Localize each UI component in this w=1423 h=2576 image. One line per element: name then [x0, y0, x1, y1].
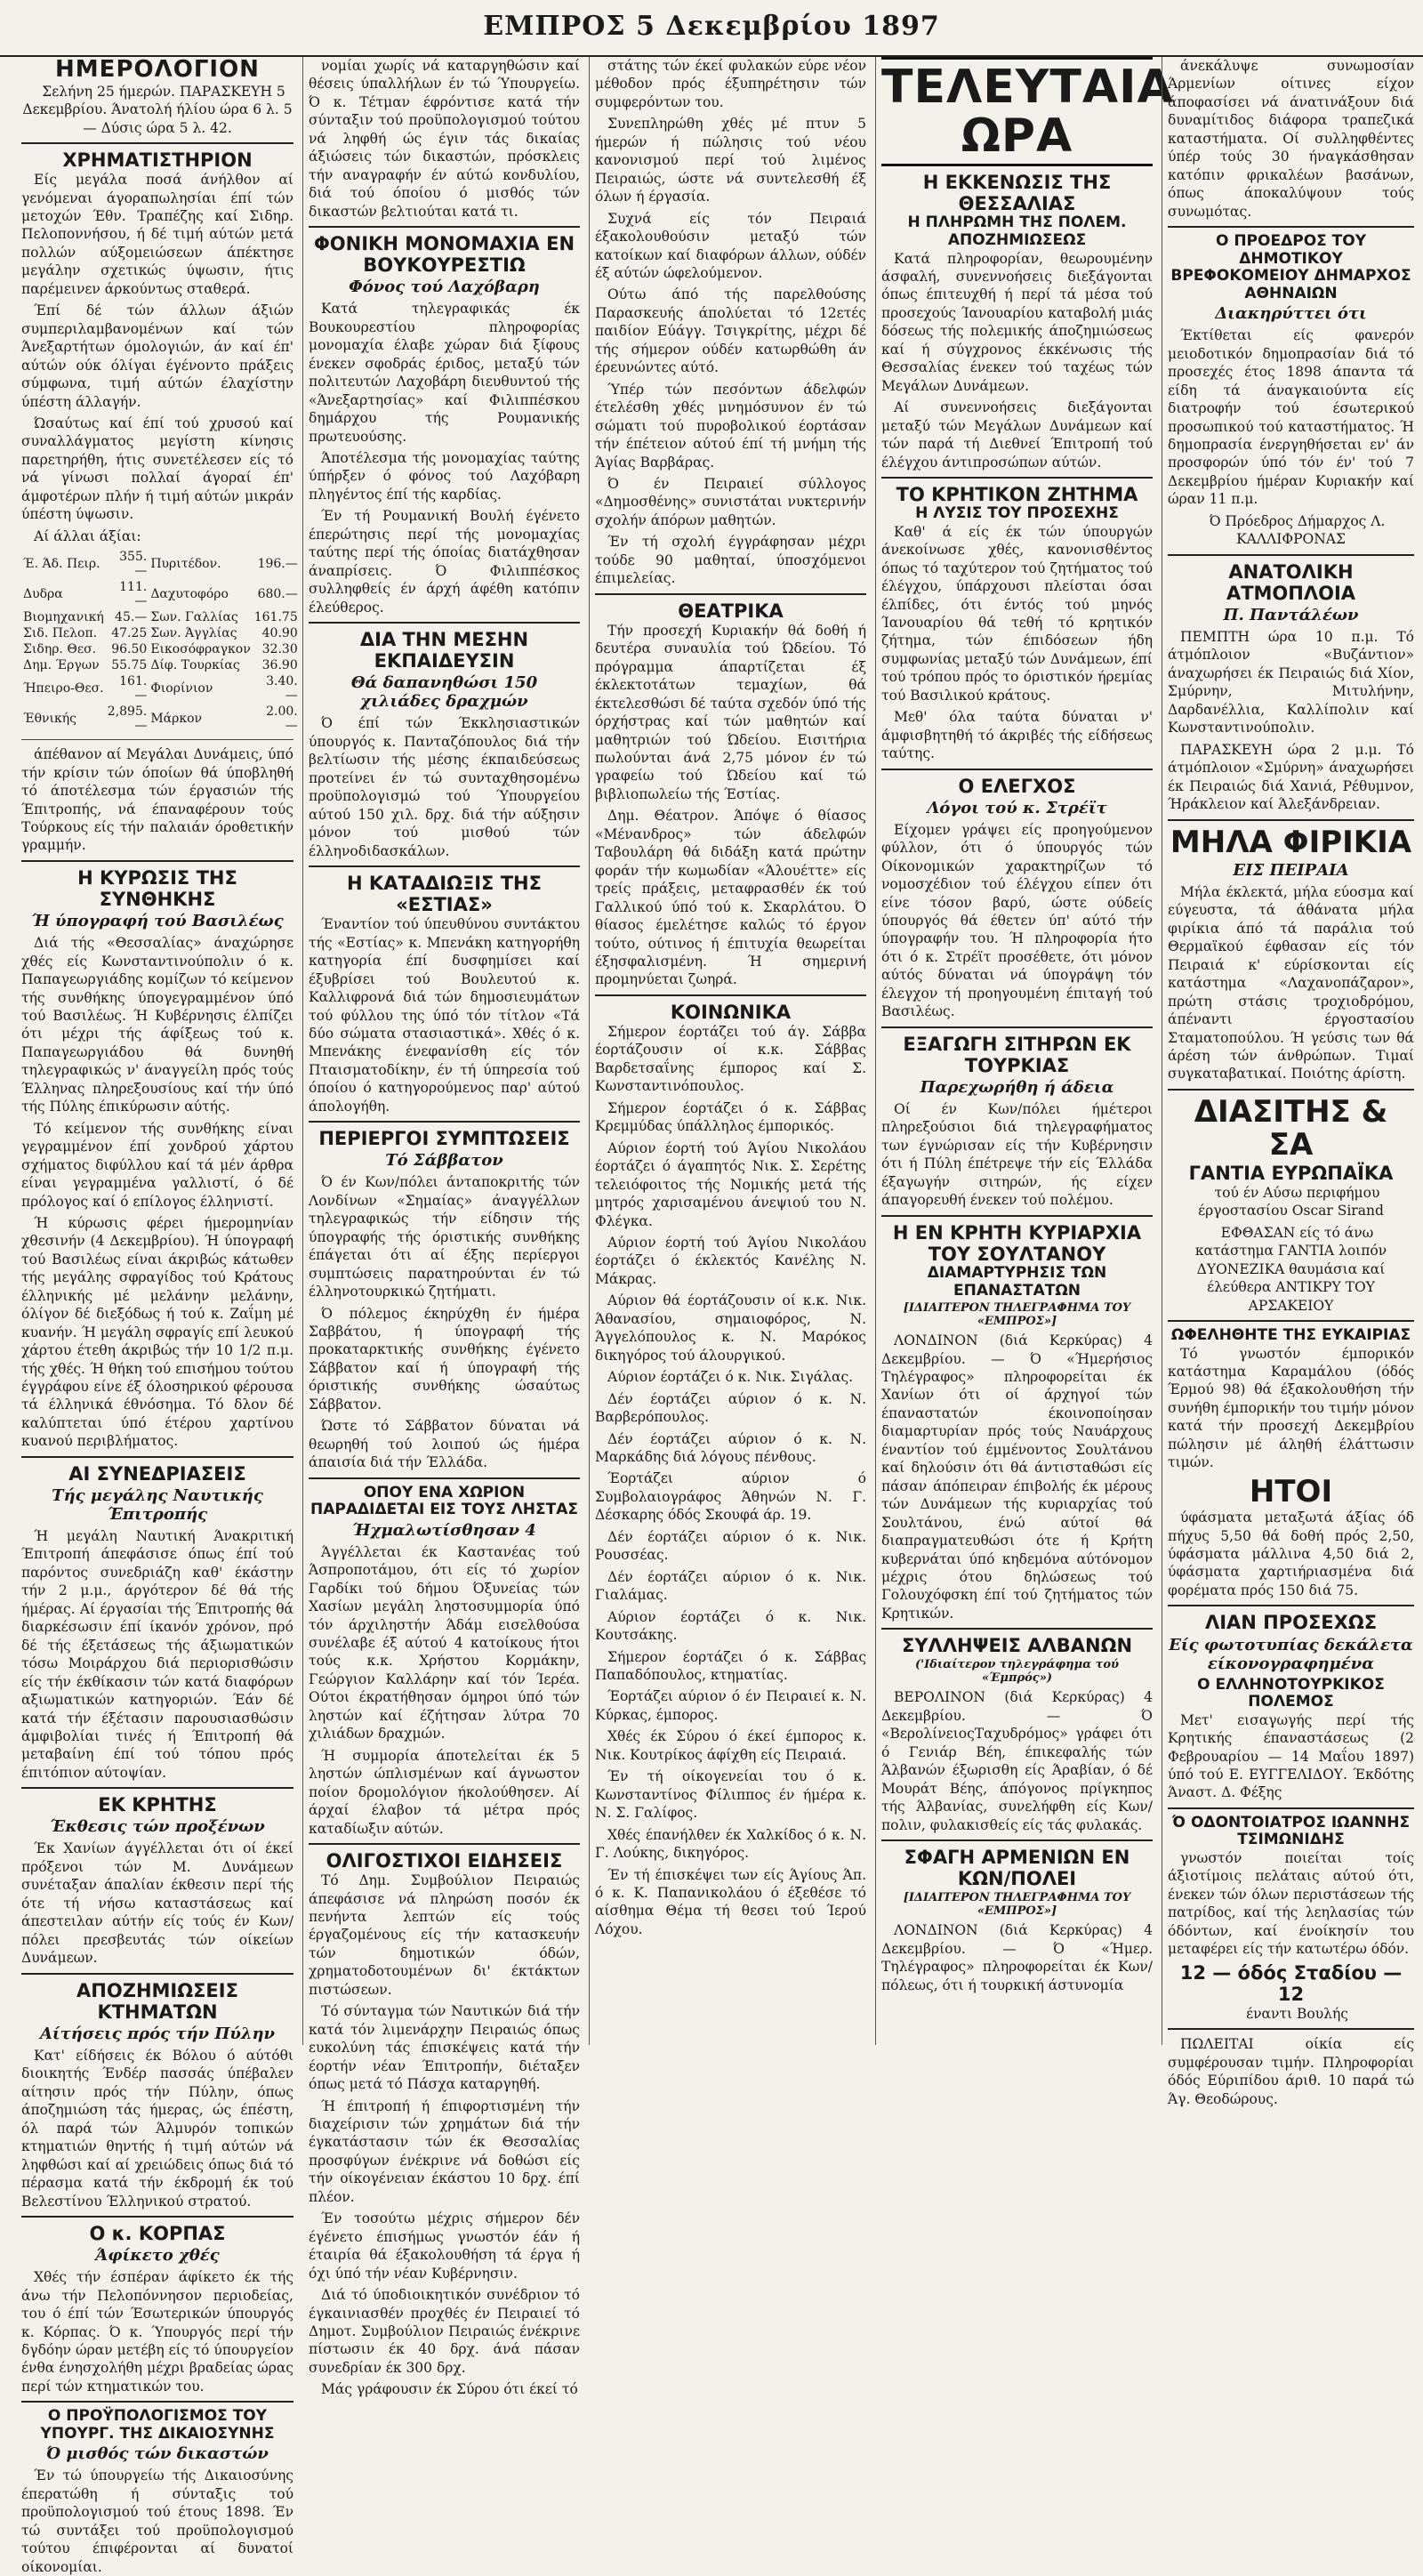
article-paragraph: νομίαι χωρίς νά καταργηθώσιν καί θέσεις ύπαλλήλων έν τώ Ύπουργείω. Ό κ. Τέτμαν έφρόντισε κατά τήν σύνταξιν τού προϋπολογισμού τούτου νά ληφθή ώς έγιν τάς δικαίας άξιώσεις τών δικαστών, πρόσκλεις τήν αναγραφήν έν αύτώ κονδυλίου, διά τού όποίου ό μισθός τών δικαστών βελτιούται κατά τι.: [309, 58, 580, 220]
article-title: ΦΟΝΙΚΗ ΜΟΝΟΜΑΧΙΑ ΕΝ ΒΟΥΚΟΥΡΕΣΤΙΩ: [313, 233, 575, 277]
article-paragraph: Κατά πληροφορίαν, θεωρουμένην άσφαλή, συνεννοήσεις διεξάγονται όπως έπιτευχθή ή περί τά μέσα τού προσεχούς Ίανουαρίου καταβολή μιάς δόσεως τής πολεμικής άποζημιώσεως καί ή σύγχρονος έκκένωσις τής Θεσσαλίας ένεκεν τού ταχέως τών Μεγάλων Δυνάμεων.: [881, 250, 1153, 394]
article-paragraph: Τό Δημ. Συμβούλιον Πειραιώς άπεφάσισε νά πληρώση ποσόν έκ πενήντα λεπτών είς τούς έργαζομένους είς τήν κατασκευήν τών δημοτικών όδών, χρηματοδοτουμένων δι' έκτάκτων πιστώσεων.: [309, 1872, 580, 1998]
ad-title: ΛΙΑΝ ΠΡΟΣΕΧΩΣ: [1204, 1612, 1378, 1634]
rates-row: [21, 625, 300, 641]
ad-title: ΜΗΛΑ ΦΙΡΙΚΙΑ: [1170, 824, 1412, 860]
market-paragraph: Είς μεγάλα ποσά άνήλθον αί γενόμεναι άγοραπωλησίαι έπί τών μετοχών Έθν. Τραπέζης καί Σιδηρ. Πελοποννήσου, ή δέ τιμή αύτών μετά πολλών αύξομειώσεων άπέκτησε μεγάλην σχετικώς ύψωσιν, ήτις παρέμεινεν άρκούντως σταθερά.: [21, 172, 293, 297]
rates-row: [21, 673, 300, 704]
article-paragraph: Έναντίον τού ύπευθύνου συντάκτου τής «Εστίας» κ. Μπενάκη κατηγορήθη κατηγορία έπί δυσφημίσει καί έξυβρίσει τού Βουλευτού κ. Καλλιφρονά διά τών δημοσιευμάτων τού φύλλου της ύπό τόν τίτλον «Τά δύο σώματα στασιαστικά». Χθές ό κ. Μπενάκης ένεφανίσθη είς τόν Πταισματοδίκην, έν τή ύπηρεσία τού όποίου ό κατηγορούμενος παρ' αύτού άπολογήθη.: [309, 916, 580, 1115]
news-item: Ύπέρ τών πεσόντων άδελφών έτελέσθη χθές μνημόσυνον έν τώ σώματι τού πυροβολικού έορτάσαν τήν έπέτειον αύτού έπί τή μνήμη τής Άγίας Βαρβάρας.: [595, 381, 866, 471]
rate-value: 196.—: [257, 557, 298, 572]
article-paragraph: Τό κείμενον τής συνθήκης είναι γεγραμμένον έπί χονδρού χάρτου σχήματος διφύλλου καί τά μέν άρθρα είναι γεγραμμένα γαλλιστί, ό δέ πρόλογος καί ό επίλογος έλληνιστί.: [21, 1120, 293, 1210]
rate-value: 161.—: [119, 674, 148, 704]
ad-subtitle: ΓΑΝΤΙΑ ΕΥΡΩΠΑΪΚΑ: [1188, 1162, 1394, 1184]
rate-label: Εικοσόφραγκον: [150, 642, 251, 657]
social-item: Δέν έορτάζει αύριον ό κ. Νικ. Ρουσσέας.: [595, 1528, 866, 1564]
article-subtitle: Έκθεσις τών προξένων: [50, 1817, 265, 1837]
news-item: Ό έν Πειραιεί σύλλογος «Δημοσθένης» συνιστάται νυκτερινήν σχολήν άπόρων μαθητών.: [595, 475, 866, 528]
rate-label: Βιομηχανική: [23, 610, 104, 625]
ad-subtitle: ΕΙΣ ΠΕΙΡΑΙΑ: [1233, 860, 1349, 880]
article-paragraph: Διά τής «Θεσσαλίας» άναχώρησε χθές είς Κωνσταντινούπολιν ό κ. Παπαγεωργιάδης κομίζων τό κείμενον τής συνθήκης ύπογεγραμμένον ύπό τού Βασιλέως. Ή Κυβέρνησις έλπίζει ότι μέχρι τής άφίξεως τού κ. Παπαγεωργιάδου θά δυνηθή τηλεγραφικώς ν' άναγγείλη πρός τούς Έλληνας πληρεξουσίους καί τήν ύπό τής Πύλης έπικύρωσιν αύτής.: [21, 935, 293, 1115]
rate-value: 355.—: [119, 550, 148, 579]
article-paragraph: Τό σύνταγμα τών Ναυτικών διά τήν κατά τόν λιμενάρχην Πειραιώς όπως ευκολύνη τάς έπισκέψεις κατά τήν έορτήν νέαν Έπιτροπήν, διέταξεν όπως μετά τό Πάσχα καταργηθή.: [309, 2003, 580, 2093]
article-title: Η ΕΝ ΚΡΗΤΗ ΚΥΡΙΑΡΧΙΑ ΤΟΥ ΣΟΥΛΤΑΝΟΥ: [892, 1221, 1142, 1265]
ad-paragraph: Μήλα έκλεκτά, μήλα εύοσμα καί εύγευστα, τά άθάνατα μήλα φιρίκια άπό τά παράλια τού Θερμαϊκού έφθασαν είς τόν Πειραιά κ' εύρίσκονται είς κατάστημα «Λαχανοπάζαρον», πρώτη στάσις τροχιοδρόμου, άπέναντι έργοστασίου Σταματοπούλου. Ή γεύσις των θά άρέση τών άνθρώπων. Τιμαί συγκαταβατικαί. Ποιότης άρίστη.: [1168, 883, 1414, 1083]
article-paragraph: Έν τώ ύπουργείω τής Δικαιοσύνης έπερατώθη ή σύνταξις τού προϋπολογισμού τού έτους 1898. Έν τώ συντάξει τού προϋπολογισμού τούτου έπιφέρονται αί δυνατοί οίκονομίαι.: [21, 2467, 293, 2575]
social-item: Δέν έορτάζει αύριον ό κ. Ν. Μαρκάδης διά λόγους πένθους.: [595, 1430, 866, 1465]
social-item: Έν τή οίκογενείαι του ό κ. Κωνσταντίνος Φίλιππος έν ήμέρα κ. Ν. Σ. Γαλίφος.: [595, 1768, 866, 1822]
article-subtitle: Παρεχωρήθη ή άδεια: [920, 1077, 1114, 1097]
article-subtitle: Άφίκετο χθές: [95, 2246, 220, 2266]
rate-label: Δυδρα: [23, 587, 63, 602]
article-title: ΟΛΙΓΟΣΤΙΧΟΙ ΕΙΔΗΣΕΙΣ: [326, 1849, 563, 1872]
telegram-tag: ('Ιδιαίτερον τηλεγράφημα τού «Έμπρός»): [914, 1658, 1120, 1686]
social-item: Χθές έπανήλθεν έκ Χαλκίδος ό κ. Ν. Γ. Λούκης, δικηγόρος.: [595, 1826, 866, 1862]
article-subtitle: Λόγοι τού κ. Στρέϊτ: [927, 798, 1107, 817]
rates-head: Αί άλλαι άξίαι:: [34, 527, 141, 544]
article-paragraph: Ό πόλεμος έκηρύχθη έν ήμέρα Σαββάτου, ή ύπογραφή τής προκαταρκτικής συνθήκης έγένετο Σάββατον καί ή ύπογραφή τής όριστικής συνθήκης ώσαύτως Σάββατον.: [309, 1305, 580, 1413]
rate-value: 96.50: [111, 642, 148, 657]
ad-title: Ο ΠΡΟΕΔΡΟΣ ΤΟΥ ΔΗΜΟΤΙΚΟΥ ΒΡΕΦΟΚΟΜΕΙΟΥ ΔΗΜΑΡΧΟΣ ΑΘΗΝΑΙΩΝ: [1170, 232, 1411, 302]
article-paragraph: Κατά τηλεγραφικάς έκ Βουκουρεστίου πληροφορίας μονομαχία έλαβε χώραν διά ξίφους ένεκεν σφοδράς έριδος, μεταξύ τών πολιτευτών Λαχοβάρη διευθυντού τής «Άνεξαρτησίας» καί Φιλιππέσκου δημάρχου τής Ρουμανικής πρωτευούσης.: [309, 301, 580, 445]
article-paragraph: στάτης τών έκεί φυλακών εύρε νέον μέθοδον πρός έξυπηρέτησιν τών συμφερόντων του.: [595, 58, 866, 110]
social-item: Έορτάζει αύριον ό έν Πειραιεί κ. Ν. Κύρκας, έμπορος.: [595, 1688, 866, 1723]
article-subtitle: Ήχμαλωτίσθησαν 4: [352, 1520, 536, 1540]
rates-row: [21, 641, 300, 657]
rate-label: Σιδ. Πελοπ.: [23, 626, 98, 641]
article-paragraph: Οί έν Κων/πόλει ήμέτεροι πληρεξούσιοι διά τηλεγραφήματος των έγνώρισαν είς τήν Κυβέρνησιν ότι ή Πύλη έπέτρεψε τήν είς Έλλάδα έξαγωγήν σιτηρών, ής είχεν άπαγορευθή ένεκεν τού πολέμου.: [881, 1100, 1153, 1209]
rate-label: Δημ. Έργων: [23, 658, 100, 673]
article-title: Ο ΕΛΕΓΧΟΣ: [958, 775, 1076, 797]
rates-row: [21, 579, 300, 609]
ad-paragraph: γνωστόν ποιείται τοίς άξιοτίμοις πελάταις αύτού ότι, ένεκεν τών όλων περιστάσεων τής πατρίδος, καί τής λεηλασίας τών όδόντων, καί ένοίκησίν του μεταφέρει είς τήν κατωτέρω όδόν.: [1168, 1849, 1414, 1958]
ad-paragraph: Έκτίθεται είς φανερόν μειοδοτικόν δημοπρασίαν διά τό προσεχές έτος 1898 άπαντα τά είδη τά άναγκαιούντα είς διατροφήν τού έσωτερικού προσωπικού τού καταστήματος. Ή δημοπρασία ένεργηθήσεται εν' άν προσφορών ύπό τόν έν' τού 7 Δεκεμβρίου ήμέραν Κυριακήν καί ώραν 11 π.μ.: [1168, 327, 1414, 508]
article-paragraph: Κατ' είδήσεις έκ Βόλου ό αύτόθι διοικητής Ένδέρ πασσάς ύπέβαλεν αίτησιν πρός τήν Πύλην, όπως άποζημιώση τάς ήμερας, ώς έπέστη, όλ παρά τών Άλμυρόν τοπικών κτηματιών θηντής ή τιμή αύτών νά ληφθώσι καί αί χρειώδεις όπως διά τό πέρασμα κατά τήν έκδρομή έκ τού Βελεστίνου Έλληνικού στρατού.: [21, 2047, 293, 2210]
article-paragraph: Άγγέλλεται έκ Καστανέας τού Άσπροποτάμου, ότι είς τό χωρίον Γαρδίκι τού δήμου Όξυνείας τών Χασίων μεγάλη ληστοσυμμορία ύπό τόν άρχιληστήν Άδάμ εισελθούσα συνέλαβε έξ αύτού 4 κατοίκους ήτοι τούς κ.κ. Χρήστου Κορμάκην, Γεώργιον Καλλάρην καί τόν Ίερέα. Ούτοι έκρατήθησαν όμηροι ύπό τών ληστών καί έζήτησαν λύτρα 70 χιλιάδων δραχμών.: [309, 1543, 580, 1743]
ad-title: ΑΝΑΤΟΛΙΚΗ ΑΤΜΟΠΛΟΙΑ: [1226, 560, 1356, 604]
article-paragraph: Αί συνεννοήσεις διεξάγονται μεταξύ τών Μεγάλων Δυνάμεων καί τών παρά τή Διεθνεί Έπιτροπή τού έλέγχου άντιπροσώπων αύτών.: [881, 399, 1153, 471]
ad-paragraph: τού έν Αύσω περιφήμου έργοστασίου Oscar Sirand: [1198, 1184, 1384, 1220]
article-paragraph: Ό έν Κων/πόλει άνταποκριτής τών Λονδίνων «Σημαίας» άναγγέλλων τηλεγραφικώς τήν είδησιν τής ύπογραφής τής όριστικής συνθήκης έπάγεται ότι αί έξης περίεργοι συμπτώσεις παρατηρούνται έν τώ έλληνοτουρκικώ ζητήματι.: [309, 1174, 580, 1300]
article-title: ΠΕΡΙΕΡΓΟΙ ΣΥΜΠΤΩΣΕΙΣ: [318, 1128, 570, 1150]
rate-label: Έθνικής: [23, 712, 77, 727]
ad-paragraph: Μετ' εισαγωγής περί τής Κρητικής έπαναστάσεως (2 Φεβρουαρίου — 14 Μαΐου 1897) ύπό τού Ε. ΕΥΓΓΕΛΙΔΟΥ. Έκδότης Άναστ. Δ. Φέξης: [1168, 1711, 1414, 1801]
article-title: Ο κ. ΚΟΡΠΑΣ: [89, 2223, 226, 2244]
social-item: Δέν έορτάζει αύριον ό κ. Ν. Βαρβερόπουλος.: [595, 1390, 866, 1426]
article-subtitle: Η ΠΛΗΡΩΜΗ ΤΗΣ ΠΟΛΕΜ. ΑΠΟΖΗΜΙΩΣΕΩΣ: [907, 213, 1127, 250]
article-paragraph: Είχομεν γράψει είς προηγούμενον φύλλον, ότι ό ύπουργός τών Οίκονομικών χαρακτηρίζων τό νομοσχέδιον τού έλέγχου είπεν ότι είνε τόσον βαρύ, ώστε ούδείς ύπουργός θά έθετεν ύπ' αύτό τήν ύπογραφήν του. Ή πληροφορία ήτο ότι ό κ. Στρέϊτ προσέθετε, ότι μόνον αύτός δύναται νά ύπογράψη τόν έλεγχον τή προηγουμένη έπιταγή τού Βασιλέως.: [881, 821, 1153, 1020]
article-title: Η ΚΑΤΑΔΙΩΞΙΣ ΤΗΣ «ΕΣΤΙΑΣ»: [347, 872, 542, 916]
social-item: Έν τή έπισκέψει των είς Άγίους Άπ. ό κ. Κ. Παπανικολάου ό έξεθέσε τό αίσθημα Θέμα τή θεσει τού Ίερού Λόχου.: [595, 1866, 866, 1937]
rate-value: 161.75: [253, 610, 298, 625]
article-paragraph: Διά τό ύποδιοικητικόν συνέδριον τό έγκαινιασθέν προχθές έν Πειραιεί τό Δημοτ. Συμβούλιον Πειραιώς ένέκρινε πίστωσιν έκ 40 δρχ. άνά πάσαν συνεδρίαν έκ 300 δρχ.: [309, 2287, 580, 2376]
ad-title: ΔΙΑΣΙΤΗΣ & ΣΑ: [1194, 1093, 1388, 1163]
ad-title: Ό ΟΔΟΝΤΟΙΑΤΡΟΣ ΙΩΑΝΝΗΣ ΤΣΙΜΩΝΙΔΗΣ: [1171, 1813, 1411, 1849]
article-title: ΘΕΑΤΡΙΚΑ: [678, 600, 784, 622]
ad-paragraph: Τό γνωστόν έμπορικόν κατάστημα Καραμάλου (όδός Έρμού 98) θά έξακολουθήση τήν συνήθη έμπορικήν του τιμήν μόνον κατά τήν προσεχή Δεκεμβρίου πώλησιν μέ άληθή έλάττωσιν τιμών.: [1168, 1345, 1414, 1471]
social-item: Αύριον έορτάζει ό κ. Νικ. Κουτσάκης.: [595, 1608, 866, 1644]
article-paragraph: Έν τή Ρουμανική Βουλή έγένετο έπερώτησις περί τής μονομαχίας ταύτης περί τής όποίας διατάχθησαν άναπρίσεις. Ό Φιλιππέσκος συλληφθείς έν άρχή άφέθη κατόπιν έλεύθερος.: [309, 508, 580, 616]
ad-subtitle: Διακηρύττει ότι: [1215, 304, 1367, 324]
ad-paragraph: ΠΕΜΠΤΗ ώρα 10 π.μ. Τό άτμόπλοιον «Βυζάντιον» άναχωρήσει έκ Πειραιώς διά Χίον, Σμύρνην, Μιτυλήνην, Δαρδανέλλια, Καλλίπολιν καί Κωνσταντινούπολιν.: [1168, 628, 1414, 737]
social-item: Έορτάζει αύριον ό Συμβολαιογράφος Άθηνών Ν. Γ. Δέσκαρης όδός Σκουφά άρ. 19.: [595, 1470, 866, 1524]
article-subtitle: Αίτήσεις πρός τήν Πύλην: [39, 2024, 276, 2043]
ad-subtitle: Π. Παντάλέων: [1223, 605, 1359, 624]
social-item: Αύριον θά έορτάζουσιν οί κ.κ. Νικ. Άθανασίου, σημαιοφόρος, Ν. Άγγελόπουλος κ. Ν. Μαρόκος δικηγόρος τού άλουργικού.: [595, 1292, 866, 1364]
article-paragraph: Άποτέλεσμα τής μονομαχίας ταύτης ύπήρξεν ό φόνος τού Λαχόβαρη πληγέντος έπί τής καρδίας.: [309, 449, 580, 503]
rates-table: [21, 549, 300, 734]
social-item: Χθές έκ Σύρου ό έκεί έμπορος κ. Νικ. Κουτρίκος άφίχθη είς Πειραιά.: [595, 1728, 866, 1763]
rate-label: Δίφ. Τουρκίας: [150, 658, 240, 673]
rate-value: 55.75: [111, 658, 148, 673]
market-paragraph: Έπί δέ τών άλλων άξιών συμπεριλαμβανομένων καί τών Άνεξαρτήτων όμολογιών, άν καί έπ' αύτών ούκ όλίγαι έγένοντο πράξεις σύμφωνα, τιμή αύτών έλαχίστην ύπέστη άλλαγήν.: [21, 302, 293, 410]
rates-row: [21, 549, 300, 579]
article-subtitle: Η ΛΥΣΙΣ ΤΟΥ ΠΡΟΣΕΧΗΣ: [915, 504, 1119, 523]
telegram-tag: [ΙΔΙΑΙΤΕΡΟΝ ΤΗΛΕΓΡΑΦΗΜΑ ΤΟΥ «ΕΜΠΡΟΣ»]: [903, 1891, 1131, 1919]
social-item: Δέν έορτάζει αύριον ό κ. Νικ. Γιαλάμας.: [595, 1568, 866, 1604]
news-item: Έν τή σχολή έγγράφησαν μέχρι τούδε 90 μαθηταί, ύποσχόμενοι έπιμελείας.: [595, 534, 866, 587]
calendar-title: ΗΜΕΡΟΛΟΓΙΟΝ: [55, 56, 260, 83]
article-subtitle: Τό Σάββατον: [385, 1151, 503, 1171]
article-paragraph: Έκ Χανίων άγγέλλεται ότι οί έκεί πρόξενοι τών Μ. Δυνάμεων συνέταξαν άπαλίαν έκθεσιν περί τής ότε τή νήσω καταστάσεως καί άπεστειλαν αύτήν είς τούς έν Κων/πόλει πρεσβευτάς τών οίκείων Δυνάμεων.: [21, 1840, 293, 1967]
news-item: Ούτω άπό τής παρελθούσης Παρασκευής άπολύεται τό 12ετές παιδίον Εύάγγ. Τσιγκρίτης, μέχρι δέ τής σήμερον ούδέν κατωρθώθη άν έρευνώντες αύτό.: [595, 286, 866, 376]
market-paragraph: Ώσαύτως καί έπί τού χρυσού καί συναλλάγματος μεγίστη κίνησις παρετηρήθη, ήτις συνετέλεσεν είς τό νά γίνωσι πολλαί άγοραί έπ' άμφοτέρων πλήν ή τιμή αύτών μικράν ύπέστη ύψωσιν.: [21, 415, 293, 523]
rate-value: 32.30: [261, 642, 298, 657]
article-subtitle: Τής μεγάλης Ναυτικής Έπιτροπής: [52, 1485, 263, 1524]
rate-value: 47.25: [111, 626, 148, 641]
article-paragraph: Τήν προσεχή Κυριακήν θά δοθή ή δευτέρα συναυλία τού Ώδείου. Τό πρόγραμμα άπαρτίζεται έξ έκλεκτοτάτων τεμαχίων, θά έκτελεσθώσι δέ ταύτα σχεδόν ύπό τής όρχήστρας καί τών μαθητών καί μαθητριών τού Ώδείου. Εισιτήρια πωλούνται άνά 2,75 μόνον έν τώ γραφείω τού Ώδείου καί τώ βιβλιοπωλείω τής Έστίας.: [595, 622, 866, 802]
masthead: [0, 0, 1423, 57]
news-item: Συνεπληρώθη χθές μέ πτυν 5 ήμερών ή πώλησις τού νέου κανονισμού περί τού λιμένος Πειραιώς, ώστε νά συντελεσθή έξ όλων ή έργασία.: [595, 116, 866, 205]
article-paragraph: Δημ. Θέατρον. Άπόψε ό θίασος «Μένανδρος» τών άδελφών Ταβουλάρη θά διδάξη κατά πρώτην φοράν τήν κωμωδίαν «Άλουέττε» είς τρείς πράξεις, μεταφρασθέν έκ τού Γαλλικού ύπό τού κ. Σκαρλάτου. Ό θίασος έμελέτησε καλώς τό έργον τούτο, ούτινος ή έπιτυχία θεωρείται έξησφαλισμένη. Ή σημερινή προμηνύεται ζωηρά.: [595, 808, 866, 988]
ad-signature: Ό Πρόεδρος Δήμαρχος Λ. ΚΑΛΛΙΦΡΟΝΑΣ: [1209, 512, 1386, 548]
news-item: Συχνά είς τόν Πειραιά έξακολουθούσιν μεταξύ τών κατοίκων καί διαφόρων άλλων, ούδέν έξ αύτών ώφελούμενον.: [595, 210, 866, 281]
ad-address: 12 — όδός Σταδίου — 12: [1179, 1961, 1403, 2005]
article-paragraph: Ώστε τό Σάββατον δύναται νά θεωρηθή τού λοιπού ώς ήμέρα άπαισία διά τήν Έλλάδα.: [309, 1418, 580, 1471]
ad-paragraph: ΠΑΡΑΣΚΕΥΗ ώρα 2 μ.μ. Τό άτμόπλοιον «Σμύρνη» άναχωρήσει έκ Πειραιώς διά Χανιά, Ρέθυμνον, Ήράκλειον καί Άλεξάνδρειαν.: [1168, 741, 1414, 813]
rate-value: 3.40.—: [266, 674, 298, 704]
rate-value: 45.—: [115, 610, 148, 625]
social-item: Αύριον έορτάζει ό κ. Νικ. Σιγάλας.: [607, 1369, 854, 1386]
article-title: ΣΥΛΛΗΨΕΙΣ ΑΛΒΑΝΩΝ: [901, 1635, 1133, 1657]
ad-title: ΗΤΟΙ: [1249, 1473, 1333, 1509]
article-paragraph: Μεθ' όλα ταύτα δύναται ν' άμφισβητηθή τό άκριβές τής είδήσεως ταύτης.: [881, 709, 1153, 762]
rate-label: Σων. Γαλλίας: [150, 610, 238, 625]
article-subtitle: Θά δαπανηθώσι 150 χιλιάδες δραχμών: [350, 673, 538, 712]
rate-value: 111.—: [119, 580, 148, 609]
ad-paragraph: ύφάσματα μεταξωτά άξίας όδ πήχυς 5,50 θά δοθή πρός 2,50, ύφάσματα μάλλινα 4,50 διά 2, ύφάσματα χαρτιήριασμένα διά φορέματα πρός 150 διά 75.: [1168, 1509, 1414, 1598]
rates-row: [21, 609, 300, 625]
rate-label: Πυριτέδον.: [150, 557, 221, 572]
article-paragraph: ΛΟΝΔΙΝΟΝ (διά Κερκύρας) 4 Δεκεμβρίου. — Ό «Ήμερήσιος Τηλέγραφος» πληροφορείται έκ Χανίων ότι οί άρχηγοί τών έπαναστατών έκοινοποίησαν διαμαρτυρίαν πρός τούς Ναυάρχους έναντίον τού έμμένοντος Σουλτάνου καί δηλούσιν ότι θά άντισταθώσι είς πάσαν άπόπειραν έπιβολής έκ μέρους τών Δυνάμεων τής κυριαρχίας τού Σουλτάνου, ένώ αύτοί θά διαπραγματευθώσι ότε ή Κρήτη κυβερνάται ύπό κηδεμόνα αύτόνομον μέχρις ότου δηλώσεως τού Γολουχόφσκη έπί τού ζητήματος τών Κρητικών.: [881, 1332, 1153, 1622]
article-paragraph: Ό έπί τών Έκκλησιαστικών ύπουργός κ. Πανταζόπουλος διά τήν βελτίωσιν τής μέσης έκπαιδεύσεως προτείνει έν τώ συνταχθησομένω προϋπολογισμώ τού Ύπουργείου αύτού 150 χιλ. δρχ. διά τήν αύξησιν μόνον τού μισθού τών έλληνοδιδασκάλων.: [309, 715, 580, 859]
column-5: [1162, 57, 1419, 2107]
article-title: ΑΠΟΖΗΜΙΩΣΕΙΣ ΚΤΗΜΑΤΩΝ: [76, 1979, 238, 2023]
rate-label: Σων. Άγγλίας: [150, 626, 237, 641]
article-title: ΣΦΑΓΗ ΑΡΜΕΝΙΩΝ ΕΝ ΚΩΝ/ΠΟΛΕΙ: [904, 1847, 1130, 1890]
social-item: Αύριον έορτή τού Άγίου Νικολάου έορτάζει ό έκλεκτός Κανέλης Ν. Μάκρας.: [595, 1235, 866, 1287]
rate-value: 2,895.—: [107, 704, 148, 734]
market-title: ΧΡΗΜΑΤΙΣΤΗΡΙΟΝ: [62, 149, 253, 171]
article-title: ΟΠΟΥ ΕΝΑ ΧΩΡΙΟΝ ΠΑΡΑΔΙΔΕΤΑΙ ΕΙΣ ΤΟΥΣ ΛΗΣΤΑΣ: [310, 1483, 578, 1519]
ad-subtitle: Είς φωτοτυπίας δεκάλετα είκονογραφημένα: [1169, 1635, 1413, 1673]
ad-paragraph: ΠΩΛΕΙΤΑΙ οίκία είς συμφέρουσαν τιμήν. Πληροφορίαι όδός Εύριπίδου άριθ. 10 παρά τώ Άγ. Θεοδώρους.: [1168, 2036, 1414, 2107]
rate-value: 680.—: [257, 587, 298, 602]
article-paragraph: άνεκάλυψε συνωμοσίαν Άρμενίων οίτινες είχον άποφασίσει νά άνατινάξουν διά δυναμίτιδος διάφορα τραπεζικά καταστήματα. Οί συλληφθέντες ύπέρ τούς 30 ήναγκάσθησαν κατόπιν φρικαλέων βασάνων, όπως άποκαλύψουν τούς συνωμότας.: [1168, 58, 1414, 220]
column-4: [875, 57, 1174, 2045]
rate-label: Μάρκον: [150, 712, 203, 727]
rate-label: Δαχυτοφόρο: [150, 587, 229, 602]
ad-title: ΩΦΕΛΗΘΗΤΕ ΤΗΣ ΕΥΚΑΙΡΙΑΣ: [1170, 1325, 1411, 1344]
rate-value: 36.90: [261, 658, 298, 673]
column-2: [302, 57, 585, 2398]
article-paragraph: Ή έπιτροπή ή έπιφορτισμένη τήν διαχείρισιν τών χρημάτων διά τήν έγκατάστασιν τών έκ Θεσσαλίας προσφύγων ένέκρινε νά δοθώσι είς τήν οίκογένειαν έκάστου 10 δρχ. έπί πλέον.: [309, 2097, 580, 2205]
social-item: Σήμερον έορτάζει τού άγ. Σάββα έορτάζουσιν οί κ.κ. Σάββας Βαρδετσαΐνης έμπορος καί Σ. Κωνσταντινόπουλος.: [595, 1024, 866, 1095]
article-paragraph: Ή συμμορία άποτελείται έκ 5 ληστών ώπλισμένων καί άγνωστον ποίον δρομολόγιον ήκολούθησεν. Αί άρχαί έλαβον τά μέτρα πρός καταδίωξιν αύτών.: [309, 1747, 580, 1837]
column-1: [16, 56, 299, 2575]
rate-value: 40.90: [261, 626, 298, 641]
article-paragraph: ΒΕΡΟΛΙΝΟΝ (διά Κερκύρας) 4 Δεκεμβρίου. — Ό «ΒερολίνειοςΤαχυδρόμος» γράφει ότι ό Γενιάρ Βέη, έπικεφαλής τών Άλβανών έξωρισθη είς Άραβίαν, ό δέ Μουράτ Βέης, άπόγονος πρίγκηπος τής Άλβανίας, συνελήφθη είς Κων/πολιν, φυλακισθείς είς τάς φυλακάς.: [881, 1689, 1153, 1833]
social-item: Σήμερον έορτάζει ό κ. Σάββας Κρεμμύδας ύπάλληλος έμπορικός.: [595, 1099, 866, 1135]
article-subtitle: Ή ύπογραφή τού Βασιλέως: [31, 912, 284, 931]
rate-label: Ήπειρο-Θεσ.: [23, 681, 104, 696]
article-paragraph: Χθές τήν έσπέραν άφίκετο έκ τής άνω τήν Πελοπόννησον περιοδείας, του ό έπί τών Έσωτερικών ύπουργός κ. Κόρπας. Ό κ. Ύπουργός περί τήν δγδόην ώραν μετέβη είς τό ύπουργείον ένθα ένησχολήθη μέχρι βραδείας ώρας περί τών κτηματικών του.: [21, 2269, 293, 2395]
rate-value: 2.00.—: [266, 704, 298, 734]
column-3: [589, 57, 872, 2045]
last-hour-headline: ΤΕΛΕΥΤΑΙΑ ΩΡΑ: [881, 57, 1153, 166]
article-title: Ο ΠΡΟΫΠΟΛΟΓΙΣΜΟΣ ΤΟΥ ΥΠΟΥΡΓ. ΤΗΣ ΔΙΚΑΙΟΣΥΝΗΣ: [40, 2407, 275, 2443]
telegram-tag: [ΙΔΙΑΙΤΕΡΟΝ ΤΗΛΕΓΡΑΦΗΜΑ ΤΟΥ «ΕΜΠΡΟΣ»]: [903, 1301, 1131, 1329]
article-title: ΔΙΑ ΤΗΝ ΜΕΣΗΝ ΕΚΠΑΙΔΕΥΣΙΝ: [359, 629, 529, 672]
article-title: ΤΟ ΚΡΗΤΙΚΟΝ ΖΗΤΗΜΑ: [896, 484, 1138, 505]
article-title: Η ΚΥΡΩΣΙΣ ΤΗΣ ΣΥΝΘΗΚΗΣ: [77, 866, 237, 911]
rates-row: [21, 704, 300, 734]
social-item: Σήμερον έορτάζει ό κ. Σάββας Παπαδόπουλος, κτηματίας.: [595, 1648, 866, 1683]
article-subtitle: Φόνος τού Λαχόβαρη: [349, 278, 540, 297]
article-title: ΚΟΙΝΩΝΙΚΑ: [670, 1001, 792, 1023]
article-paragraph: Μάς γράφουσιν έκ Σύρου ότι έκεί τό: [321, 2381, 578, 2398]
ad-headline: Ο ΕΛΛΗΝΟΤΟΥΡΚΙΚΟΣ ΠΟΛΕΜΟΣ: [1197, 1675, 1385, 1711]
article-paragraph: ΛΟΝΔΙΝΟΝ (διά Κερκύρας) 4 Δεκεμβρίου. — Ό «Ήμερ. Τηλέγραφος» πληροφορείται έκ Κων/πόλεως, ότι ή τουρκική άστυνομία: [881, 1922, 1153, 1993]
article-title: Η ΕΚΚΕΝΩΣΙΣ ΤΗΣ ΘΕΣΣΑΛΙΑΣ: [922, 172, 1112, 215]
rate-label: Φιορίνιον: [150, 681, 213, 696]
ad-paragraph: ΕΦΘΑΣΑΝ είς τό άνω κατάστημα ΓΑΝΤΙΑ λοιπόν ΔΥΟΝΕΖΙΚΑ θαυμάσια καί έλεύθερα ΑΝΤΙΚΡΥ ΤΟΥ ΑΡΣΑΚΕΙΟΥ: [1194, 1224, 1387, 1314]
article-paragraph: Ή μεγάλη Ναυτική Άνακριτική Έπιτροπή άπεφάσισε όπως έπί τού παρόντος συνεδριάζη καθ' έκάστην τήν 2 μ.μ., άργότερον δέ θά τής ήμέρας. Αί έργασίαι τής Έπιτροπής θά διαρκέσωσιν έπί ίκανόν χρόνον, πρό δέ τής έξετάσεως τής άξιωματικών τόσω Μοιράρχου διά περιορισθώσιν είς τήν έκθίκασιν τών κατά διαφόρων αξιωματικών κατηγοριών. Έάν δέ κατά τήν έξέτασιν παρουσιασθώσιν άμφιβολίαι τινές ή Έπιτροπή θά μεταβαίνη έπί τού τόπου πρός έπιτόπιον αύτοψίαν.: [21, 1527, 293, 1781]
rates-tail: άπέθανον αί Μεγάλαι Δυνάμεις, ύπό τήν κρίσιν τών όποίων θά ύποβληθή τό άποτέλεσμα τών έργασιών τής Έπιτροπής, νά έπαναφέρουν τούς Τούρκους είς τήν παλαιάν όροθετικήν γραμμήν.: [21, 746, 293, 854]
calendar-text: Σελήνη 25 ήμερών. ΠΑΡΑΣΚΕΥΗ 5 Δεκεμβρίου. Άνατολή ήλίου ώρα 6 λ. 5 — Δύσις ώρα 5 λ. 42.: [22, 83, 293, 136]
page-header: ΕΜΠΡΟΣ 5 Δεκεμβρίου 1897: [483, 11, 940, 42]
article-paragraph: Έν τοσούτω μέχρις σήμερον δέν έγένετο έπισήμως γνωστόν έάν ή έταιρία θά έξακολουθήση τά έργα ή όχι ύπό τήν νέαν Κυβέρνησιν.: [309, 2210, 580, 2282]
article-title: ΕΚ ΚΡΗΤΗΣ: [98, 1794, 217, 1816]
article-paragraph: Ή κύρωσις φέρει ήμερομηνίαν χθεσινήν (4 Δεκεμβρίου). Ή ύπογραφή τού Βασιλέως είναι άκριβώς κάτωθεν τής μεγάλης σφραγίδος τού Κράτους έλληνικής μέ μελάνην μελάνην, όλίγον δέ διεξόδως ή τού κ. Ζαΐμη μέ κυανήν. Ή μεγάλη σφραγίς επί λευκού χάρτου έτεθη άκριβώς τήν 10 1/2 π.μ. τής χθές. Ή θήκη τού επισήμου τούτου έγγράφου είνε έξ όλοσηρικού φέρουσα τά έλληνικά έθνόσημα. Τό δλον δέ καλύπτεται ύπό έτέρου χαρτίνου κυανού περιβλήματος.: [21, 1214, 293, 1450]
rate-label: Σιδηρ. Θεσ.: [23, 642, 97, 657]
article-title: ΕΞΑΓΩΓΗ ΣΙΤΗΡΩΝ ΕΚ ΤΟΥΡΚΙΑΣ: [903, 1033, 1131, 1076]
ad-paragraph: έναντι Βουλής: [1246, 2005, 1348, 2022]
article-paragraph: Καθ' ά είς έκ τών ύπουργών άνεκοίνωσε χθές, κανονισθέντος όπως τό ταχύτερον τού ζητήματος τού έλέγχου, ύπάρχουσι πλείσται όσαι έλπίδες, ότι έντός τού μηνός Ίανουαρίου θά τεθή τό κρητικόν ζήτημα, τών έπιδόσεων ήδη συμφωνίας μεταξύ τών Δυνάμεων, έπί τού τρόπου πρός το όριστικόν ήρεμίας τού Βασιλικού κράτους.: [881, 523, 1153, 704]
article-subtitle: Ό μισθός τών δικαστών: [46, 2444, 269, 2464]
article-subtitle: ΔΙΑΜΑΡΤΥΡΗΣΙΣ ΤΩΝ ΕΠΑΝΑΣΤΑΤΩΝ: [927, 1263, 1107, 1300]
article-title: ΑΙ ΣΥΝΕΔΡΙΑΣΕΙΣ: [68, 1462, 246, 1485]
rate-label: Έ. Άδ. Πειρ.: [23, 557, 100, 572]
rates-row: [21, 657, 300, 673]
social-item: Αύριον έορτή τού Άγίου Νικολάου έορτάζει ό άγαπητός Νικ. Σ. Σερέτης τελειόφοιτος τής Νομικής μετά τής μητρός χαρισαμένου άνεψιού του Ν. Φλέγκα.: [595, 1139, 866, 1229]
